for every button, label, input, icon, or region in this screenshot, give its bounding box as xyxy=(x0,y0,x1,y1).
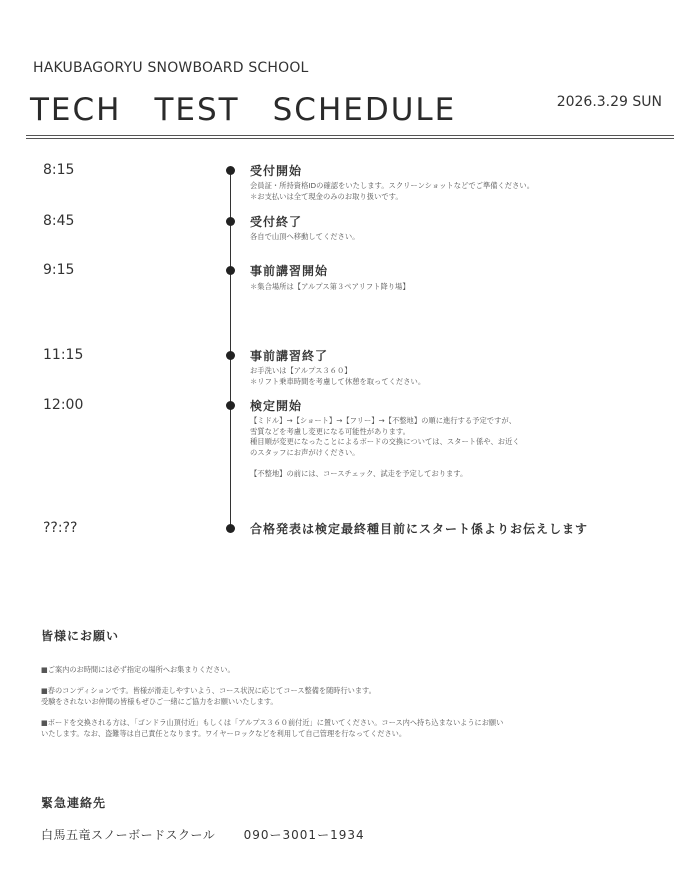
schedule-time: 12:00 xyxy=(43,397,84,413)
schedule-time: 8:15 xyxy=(43,162,75,178)
schedule-note: ＊リフト乗車時間を考慮して休憩を取ってください。 xyxy=(250,376,426,386)
event-date: 2026.3.29 SUN xyxy=(556,94,662,110)
emergency-contact xyxy=(41,826,365,843)
schedule-title: 受付終了 xyxy=(250,215,303,229)
schedule-note: 会員証・所持資格IDの確認をいたします。スクリーンショットなどでご準備ください。 xyxy=(250,181,534,190)
schedule-title: 合格発表は検定最終種目前にスタート係よりお伝えします xyxy=(250,522,589,536)
schedule-title: 事前講習開始 xyxy=(250,264,329,278)
schedule-note: のスタッフにお声がけください。 xyxy=(250,447,360,457)
emergency-phone: 090ー3001ー1934 xyxy=(243,828,365,842)
schedule-title: 受付開始 xyxy=(250,164,303,178)
emergency-heading: 緊急連絡先 xyxy=(41,796,107,810)
schedule-note: 【ミドル】→【ショート】→【フリー】→【不整地】の順に進行する予定ですが、 xyxy=(250,416,516,425)
timeline-dot xyxy=(226,401,235,410)
schedule-time: 8:45 xyxy=(43,213,75,229)
timeline-dot xyxy=(226,524,235,533)
schedule-time: 11:15 xyxy=(43,347,84,363)
schedule-note: 各自で山頂へ移動してください。 xyxy=(250,232,360,241)
schedule-title: 検定開始 xyxy=(250,399,303,413)
page-title: TECH TEST SCHEDULE xyxy=(30,92,457,128)
schedule-note: 【不整地】の前には、コースチェック、試走を予定しております。 xyxy=(250,468,468,478)
schedule-time: ??:?? xyxy=(43,520,78,536)
emergency-name: 白馬五竜スノーボードスクール xyxy=(41,828,216,842)
schedule-note: ＊集合場所は【アルプス第３ペアリフト降り場】 xyxy=(250,282,410,291)
school-name: HAKUBAGORYU SNOWBOARD SCHOOL xyxy=(33,60,309,76)
timeline-dot xyxy=(226,166,235,175)
timeline-dot xyxy=(226,351,235,360)
header-divider-bottom xyxy=(26,138,674,139)
schedule-note: ＊お支払いは全て現金のみのお取り扱いです。 xyxy=(250,191,403,201)
request-item: ■ご案内のお時間には必ず指定の場所へお集まりください。 xyxy=(41,665,235,674)
timeline-dot xyxy=(226,217,235,226)
requests-heading: 皆様にお願い xyxy=(41,629,120,643)
schedule-time: 9:15 xyxy=(43,262,75,278)
timeline-dot xyxy=(226,266,235,275)
schedule-note: お手洗いは【アルプス３６０】 xyxy=(250,366,352,375)
schedule-note: 種目順が変更になったことによるボードの交換については、スタート係や、お近く xyxy=(250,437,520,446)
request-item: ■ボードを交換される方は、「ゴンドラ山頂付近」もしくは「アルプス３６０前付近」に置いてください。コース内へ持ち込まないようにお願い いたします。なお、盗難等は自己責任となります。ワイヤーロックなどを利用して自己管理を行なってください。 xyxy=(41,718,504,738)
request-item: ■春のコンディションです。皆様が滑走しやすいよう、コース状況に応じてコース整備を随時行います。 受験をされないお仲間の皆様もぜひご一緒にご協力をお願いいたします。 xyxy=(41,686,376,706)
schedule-title: 事前講習終了 xyxy=(250,349,329,363)
schedule-note: 雪質などを考慮し変更になる可能性があります。 xyxy=(250,426,410,436)
schedule-note xyxy=(250,458,520,469)
header-divider-top xyxy=(26,135,674,136)
